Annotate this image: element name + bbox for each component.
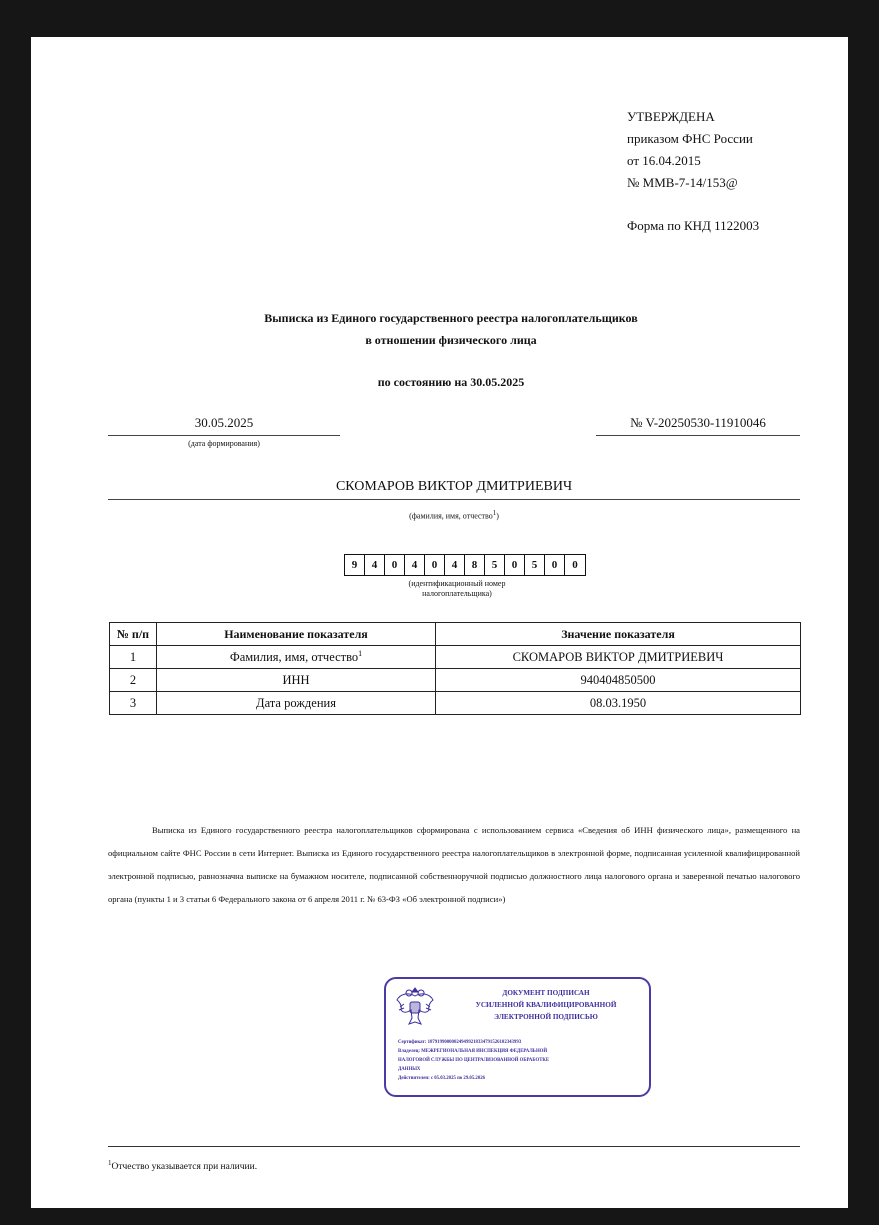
name-underline <box>108 499 800 500</box>
table-row <box>110 646 801 669</box>
formation-date-caption: (дата формирования) <box>188 439 260 448</box>
inn-digit: 5 <box>485 555 505 575</box>
inn-digit: 4 <box>445 555 465 575</box>
table-row <box>110 669 801 692</box>
row-value: 08.03.1950 <box>436 692 801 715</box>
inn-digit: 8 <box>465 555 485 575</box>
document-page <box>31 37 848 1208</box>
stamp-owner: Владелец: МЕЖРЕГИОНАЛЬНАЯ ИНСПЕКЦИЯ ФЕДЕРАЛЬНОЙ <box>398 1049 548 1054</box>
form-code: Форма по КНД 1122003 <box>627 218 760 233</box>
approval-block <box>627 106 753 194</box>
person-full-name: СКОМАРОВ ВИКТОР ДМИТРИЕВИЧ <box>335 479 573 494</box>
legal-paragraph: Выписка из Единого государственного реестра налогоплательщиков сформирована с использованием сервиса «Сведения об ИНН физического лица», размещенного на официальном сайте ФНС России в сети Интернет. Выписка из Единого государственного реестра налогоплательщиков в электронной форме, подписанная усиленной квалифицированной электронной подписью, равнозначна выписке на бумажном носителе, подписанной собственноручной подписью должностного лица налогового органа и заверенной печатью налогового органа (пункты 1 и 3 статьи 6 Федерального закона от 6 апреля 2011 г. № 63-ФЗ «Об электронной подписи») <box>108 825 800 904</box>
inn-digit: 0 <box>385 555 405 575</box>
row-number: 3 <box>110 692 157 715</box>
footnote-marker: 1 <box>108 1159 112 1167</box>
stamp-owner: ДАННЫХ <box>398 1067 421 1072</box>
approval-line: № ММВ-7-14/153@ <box>627 175 738 190</box>
e-signature-stamp <box>384 977 651 1097</box>
document-subtitle: в отношении физического лица <box>365 333 537 347</box>
inn-caption: (идентификационный номер налогоплательщика) <box>408 579 506 598</box>
inn-digit: 4 <box>365 555 385 575</box>
row-number: 1 <box>110 646 157 669</box>
footnote-ref: 1 <box>492 509 497 517</box>
formation-date: 30.05.2025 <box>194 415 254 430</box>
footnote-divider <box>108 1146 800 1147</box>
inn-digit: 5 <box>525 555 545 575</box>
stamp-details <box>398 1038 643 1083</box>
table-row <box>110 692 801 715</box>
footnote: $^1$Отчество указывается при наличии. <box>108 1159 258 1173</box>
column-header-value: Значение показателя <box>436 623 801 646</box>
row-name: ИНН <box>157 669 436 692</box>
row-value: 940404850500 <box>436 669 801 692</box>
approval-line: от 16.04.2015 <box>627 153 701 168</box>
inn-digit: 9 <box>345 555 365 575</box>
inn-digit: 0 <box>572 559 578 571</box>
inn-digit: 0 <box>505 555 525 575</box>
stamp-validity: Действителен: с 05.03.2025 по 29.05.2026 <box>398 1076 486 1081</box>
footnote-ref: 1 <box>358 648 363 658</box>
row-number: 2 <box>110 669 157 692</box>
stamp-certificate: Сертификат: 187919900000249499218334791526102343993 <box>398 1040 522 1045</box>
indicators-table <box>109 622 801 715</box>
document-number: № V-20250530-11910046 <box>630 415 766 430</box>
row-value: СКОМАРОВ ВИКТОР ДМИТРИЕВИЧ <box>436 646 801 669</box>
date-underline <box>108 435 340 436</box>
row-name: Фамилия, имя, отчество$^1$ <box>157 646 436 669</box>
table-header-row <box>110 623 801 646</box>
column-header-name: Наименование показателя <box>157 623 436 646</box>
inn-boxes <box>344 554 586 576</box>
inn-digit: 4 <box>405 555 425 575</box>
stamp-title: ДОКУМЕНТ ПОДПИСАН УСИЛЕННОЙ КВАЛИФИЦИРОВАННОЙ ЭЛЕКТРОННОЙ ПОДПИСЬЮ <box>475 989 617 1021</box>
inn-digit: 0 <box>425 555 445 575</box>
stamp-owner: НАЛОГОВОЙ СЛУЖБЫ ПО ЦЕНТРАЛИЗОВАННОЙ ОБРАБОТКЕ <box>398 1058 550 1063</box>
row-name: Дата рождения <box>157 692 436 715</box>
number-underline <box>596 435 800 436</box>
inn-digit: 0 <box>545 555 565 575</box>
as-of-date: по состоянию на 30.05.2025 <box>377 375 525 389</box>
column-header-number: № п/п <box>110 623 157 646</box>
name-caption: (фамилия, имя, отчество$^1$) <box>409 509 499 521</box>
coat-of-arms-icon <box>394 984 436 1032</box>
approval-line: приказом ФНС России <box>627 131 753 146</box>
document-title: Выписка из Единого государственного реестра налогоплательщиков <box>264 311 638 325</box>
approval-line: УТВЕРЖДЕНА <box>627 109 715 124</box>
